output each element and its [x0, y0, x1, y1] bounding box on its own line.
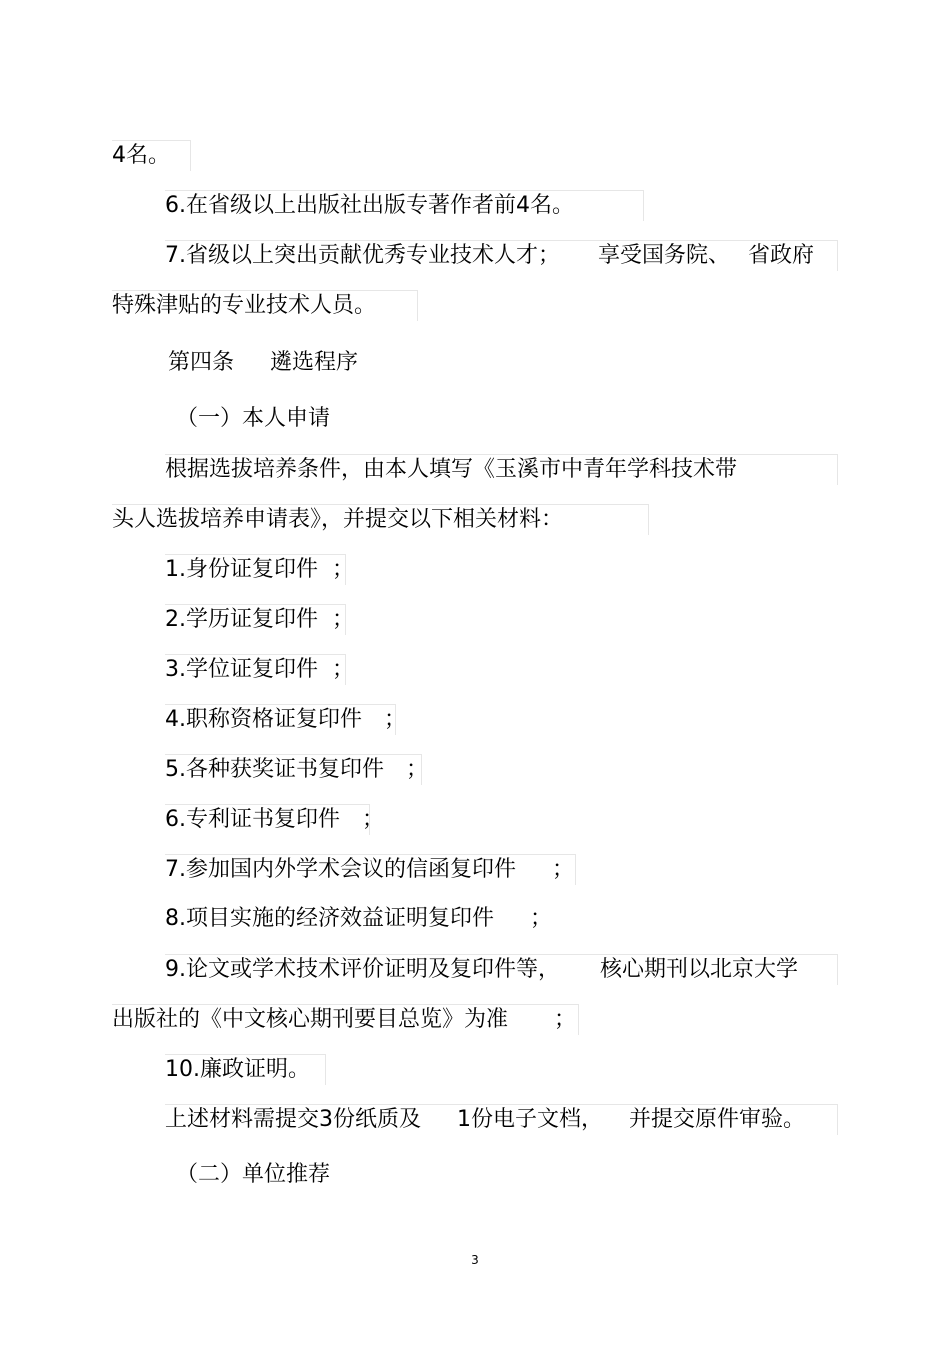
line-3-text-c: 省政府	[748, 243, 815, 268]
list-item-1	[165, 554, 355, 585]
subsection-2-text: （二）单位推荐	[176, 1162, 331, 1187]
list-item-7-semicolon: ；	[552, 857, 575, 882]
list-item-8-semicolon: ；	[530, 906, 553, 931]
text-line-2	[165, 190, 644, 221]
list-item-9-continued	[112, 1004, 579, 1035]
section-heading-article-4	[168, 348, 358, 378]
list-item-2-semicolon: ；	[332, 607, 355, 632]
list-item-10-text: 10.廉政证明。	[165, 1057, 310, 1082]
list-item-1-semicolon: ；	[332, 557, 355, 582]
list-item-8-text: 8.项目实施的经济效益证明复印件	[165, 906, 494, 931]
submission-text-a: 上述材料需提交3份纸质及	[165, 1107, 421, 1132]
list-item-3-semicolon: ；	[332, 657, 355, 682]
submission-text-b: 1份电子文档，	[457, 1107, 603, 1132]
line-3-text-b: 享受国务院、	[598, 243, 731, 268]
line-1-text: 4名。	[112, 143, 170, 168]
line-8-text: 头人选拔培养申请表》，并提交以下相关材料：	[112, 507, 564, 532]
list-item-3-text: 3.学位证复印件	[165, 657, 318, 682]
text-line-1	[112, 140, 191, 171]
list-item-8	[165, 904, 552, 934]
list-item-3	[165, 654, 355, 685]
page-number: 3	[471, 1253, 479, 1267]
list-item-7-text: 7.参加国内外学术会议的信函复印件	[165, 857, 516, 882]
list-item-5-semicolon: ；	[406, 757, 429, 782]
list-item-9-continued-text: 出版社的《中文核心期刊要目总览》为准	[112, 1007, 509, 1032]
text-line-4	[112, 290, 418, 321]
article-title: 遴选程序	[270, 350, 359, 375]
line-3-text: 7.省级以上突出贡献优秀专业技术人才；	[165, 243, 560, 268]
line-4-text: 特殊津贴的专业技术人员。	[112, 293, 377, 318]
list-item-5-text: 5.各种获奖证书复印件	[165, 757, 384, 782]
list-item-6	[165, 804, 385, 835]
list-item-2-text: 2.学历证复印件	[165, 607, 318, 632]
subsection-heading-1	[176, 404, 330, 434]
list-item-9-semicolon: ；	[554, 1007, 577, 1032]
list-item-1-text: 1.身份证复印件	[165, 557, 318, 582]
list-item-7	[165, 854, 576, 885]
subsection-1-text: （一）本人申请	[176, 406, 331, 431]
list-item-4	[165, 704, 407, 735]
subsection-heading-2	[176, 1160, 330, 1190]
list-item-6-text: 6.专利证书复印件	[165, 807, 340, 832]
list-item-9-text: 9.论文或学术技术评价证明及复印件等，	[165, 957, 560, 982]
article-number: 第四条	[168, 350, 235, 375]
text-line-submission	[165, 1104, 838, 1135]
list-item-2	[165, 604, 355, 635]
list-item-4-text: 4.职称资格证复印件	[165, 707, 362, 732]
list-item-6-semicolon: ；	[362, 807, 385, 832]
line-7-text: 根据选拔培养条件，由本人填写《玉溪市中青年学科技术带	[165, 457, 738, 482]
list-item-9-text-b: 核心期刊以北京大学	[600, 957, 799, 982]
list-item-9	[165, 954, 838, 985]
list-item-10	[165, 1054, 326, 1085]
list-item-5	[165, 754, 429, 785]
text-line-8	[112, 504, 649, 535]
text-line-7	[165, 454, 838, 485]
submission-text-c: 并提交原件审验。	[629, 1107, 806, 1132]
text-line-3	[165, 240, 838, 271]
list-item-4-semicolon: ；	[384, 707, 407, 732]
line-2-text: 6.在省级以上出版社出版专著作者前4名。	[165, 193, 574, 218]
